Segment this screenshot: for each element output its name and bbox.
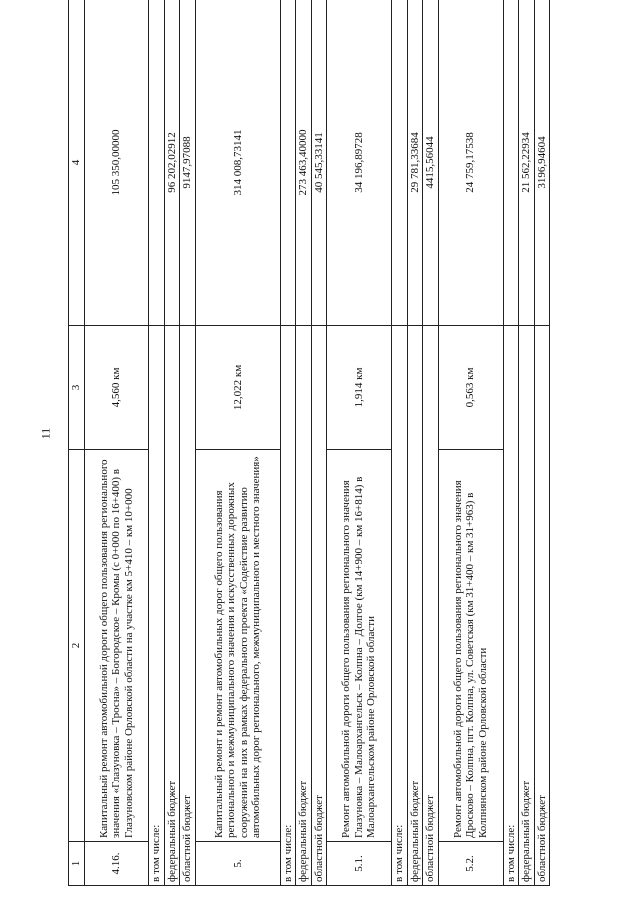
item-name: Капитальный ремонт и ремонт автомобильных дорог общего пользования регионального и межмуниципального значения и искусственных дорожных сооружений на них в рамках федерального проекта «Содействие развитию автомобильных дорог регионального, межмуниципального и местного значения» xyxy=(195,450,280,842)
subtotal-label: в том числе: xyxy=(503,326,519,886)
subtotal-row xyxy=(311,0,327,886)
subtotal-label: федеральный бюджет xyxy=(407,326,423,886)
item-number: 4.16. xyxy=(84,842,149,886)
subtotal-amount: 9147,97088 xyxy=(180,0,196,326)
subtotal-label: областной бюджет xyxy=(180,326,196,886)
subtotal-row xyxy=(534,0,550,886)
subtotal-amount: 3196,94604 xyxy=(534,0,550,326)
budget-table xyxy=(68,0,550,886)
header-cell: 1 xyxy=(69,842,85,886)
subtotal-label: федеральный бюджет xyxy=(164,326,180,886)
subtotal-row xyxy=(392,0,408,886)
subtotal-row xyxy=(164,0,180,886)
subtotal-amount xyxy=(392,0,408,326)
subtotal-row xyxy=(280,0,296,886)
item-length: 1,914 км xyxy=(327,326,392,450)
subtotal-amount: 96 202,02912 xyxy=(164,0,180,326)
subtotal-row xyxy=(296,0,312,886)
item-amount: 34 196,89728 xyxy=(327,0,392,326)
item-amount: 24 759,17538 xyxy=(438,0,503,326)
subtotal-amount: 4415,56044 xyxy=(423,0,439,326)
item-row xyxy=(84,0,149,886)
subtotal-label: областной бюджет xyxy=(311,326,327,886)
subtotal-row xyxy=(180,0,196,886)
subtotal-amount xyxy=(503,0,519,326)
subtotal-amount: 273 463,40000 xyxy=(296,0,312,326)
subtotal-label: в том числе: xyxy=(149,326,165,886)
subtotal-label: областной бюджет xyxy=(534,326,550,886)
rotated-table-container xyxy=(68,0,550,886)
subtotal-row xyxy=(503,0,519,886)
header-cell: 3 xyxy=(69,326,85,450)
subtotal-label: областной бюджет xyxy=(423,326,439,886)
subtotal-row xyxy=(519,0,535,886)
header-cell: 4 xyxy=(69,0,85,326)
subtotal-label: в том числе: xyxy=(392,326,408,886)
subtotal-label: в том числе: xyxy=(280,326,296,886)
subtotal-row xyxy=(407,0,423,886)
subtotal-label: федеральный бюджет xyxy=(296,326,312,886)
subtotal-amount: 29 781,33684 xyxy=(407,0,423,326)
subtotal-label: федеральный бюджет xyxy=(519,326,535,886)
page-number: 11 xyxy=(38,427,53,440)
subtotal-amount xyxy=(280,0,296,326)
header-cell: 2 xyxy=(69,450,85,842)
item-amount: 105 350,00000 xyxy=(84,0,149,326)
subtotal-row xyxy=(149,0,165,886)
item-name: Ремонт автомобильной дороги общего пользования регионального значения Глазуновка – Малоархангельск – Колпна – Долгое (км 14+900 – км 16+814) в Малоархангельском районе Орловской области xyxy=(327,450,392,842)
item-row xyxy=(438,0,503,886)
item-row xyxy=(327,0,392,886)
subtotal-amount xyxy=(149,0,165,326)
header-row xyxy=(69,0,85,886)
item-length: 12,022 км xyxy=(195,326,280,450)
item-row xyxy=(195,0,280,886)
item-name: Ремонт автомобильной дороги общего пользования регионального значения Дросково – Колпна, пгт. Колпна, ул. Советская (км 31+400 – км 31+963) в Колпнянском районе Орловской области xyxy=(438,450,503,842)
subtotal-amount: 40 545,33141 xyxy=(311,0,327,326)
subtotal-amount: 21 562,22934 xyxy=(519,0,535,326)
item-number: 5. xyxy=(195,842,280,886)
item-length: 4,560 км xyxy=(84,326,149,450)
subtotal-row xyxy=(423,0,439,886)
item-name: Капитальный ремонт автомобильной дороги общего пользования регионального значения «Глазуновка – Тросна» – Богородское – Кромы (с 0+000 по 16+400) в Глазуновском районе Орловской области на участке км 5+410 – км 10+000 xyxy=(84,450,149,842)
item-number: 5.1. xyxy=(327,842,392,886)
item-number: 5.2. xyxy=(438,842,503,886)
item-length: 0,563 км xyxy=(438,326,503,450)
item-amount: 314 008,73141 xyxy=(195,0,280,326)
